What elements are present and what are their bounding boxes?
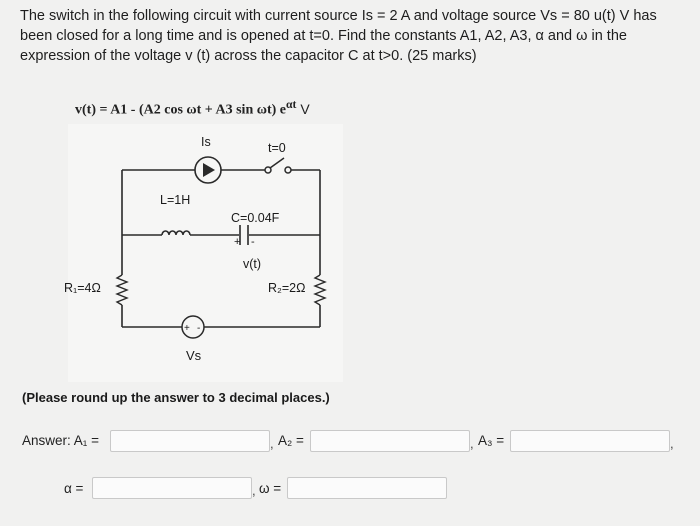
capacitor-plus: + bbox=[234, 236, 241, 248]
r1-label: R₁=4Ω bbox=[64, 281, 101, 295]
voltage-source-icon bbox=[182, 316, 204, 338]
capacitor-label: C=0.04F bbox=[231, 211, 280, 225]
a2-separator: , bbox=[470, 436, 474, 451]
current-source-icon bbox=[195, 157, 221, 183]
a1-input[interactable] bbox=[110, 430, 270, 452]
capacitor-minus: - bbox=[251, 236, 255, 248]
a3-label: A₃ = bbox=[478, 433, 505, 448]
inductor-label: L=1H bbox=[160, 193, 191, 207]
expression-exponent: αt bbox=[286, 98, 297, 111]
rounding-note: (Please round up the answer to 3 decimal places.) bbox=[22, 390, 330, 405]
expression-main: v(t) = A1 - (A2 cos ωt + A3 sin ωt) e bbox=[75, 102, 287, 118]
a1-separator: , bbox=[270, 436, 274, 451]
alpha-input[interactable] bbox=[92, 477, 252, 499]
a2-input[interactable] bbox=[310, 430, 470, 452]
expression-unit: V bbox=[300, 100, 310, 117]
a2-label: A₂ = bbox=[278, 433, 304, 448]
vs-minus: - bbox=[197, 323, 201, 334]
alpha-separator: , bbox=[252, 483, 256, 498]
question-text: The switch in the following circuit with current source Is = 2 A and voltage source Vs = 80 u(t) V has been closed for a long time and is opened at t=0. Find the constants A1, A2, A3, α and ω in the expression of the voltage v (t) across the capacitor C at t>0. (25 marks) bbox=[20, 8, 657, 64]
alpha-label: α = bbox=[64, 481, 84, 496]
is-label: Is bbox=[201, 135, 211, 149]
vt-label: v(t) bbox=[243, 257, 262, 271]
omega-label: ω = bbox=[259, 481, 282, 496]
a1-label: Answer: A₁ = bbox=[22, 433, 99, 448]
a3-separator: , bbox=[670, 436, 674, 451]
switch-label: t=0 bbox=[268, 141, 286, 155]
omega-input[interactable] bbox=[287, 477, 447, 499]
vs-plus: + bbox=[184, 323, 190, 334]
r2-label: R₂=2Ω bbox=[268, 281, 306, 295]
a3-input[interactable] bbox=[510, 430, 670, 452]
vs-label: Vs bbox=[186, 348, 202, 363]
